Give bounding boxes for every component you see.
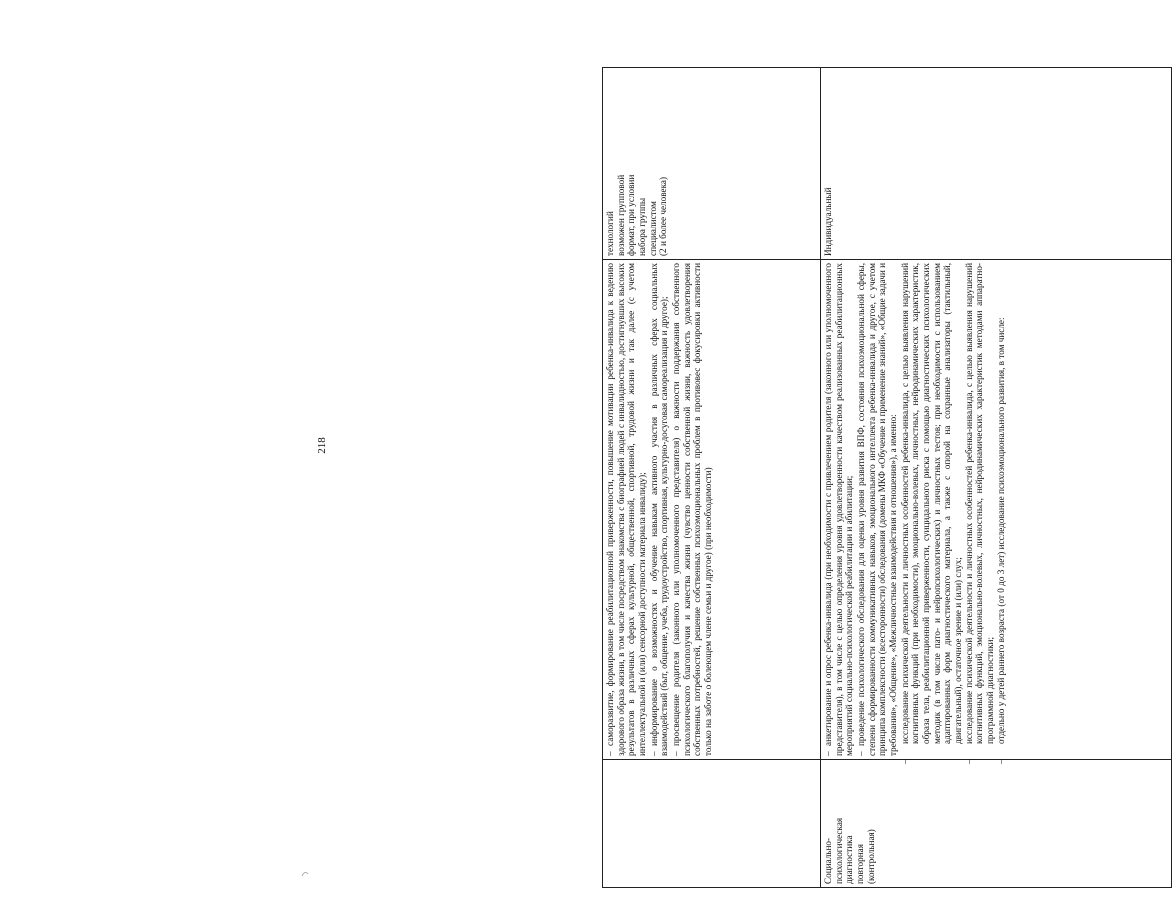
list-item: –информирование о возможностях и обучение навыкам активного участия в различных сферах социальных взаимодействий (быт, общение, учеба, трудоустройство, спортивная, культурно-досуговая самореализация и другое); [648, 263, 670, 756]
sub-list-item: –исследование психической деятельности и личностных особенностей ребенка-инвалида, с целью выявления нарушений когнитивных функций, эмоционально-волевых, личностных, нейродинамических характеристик методами аппаратно-программной диагностики; [963, 263, 996, 764]
rotated-table-container [602, 68, 1172, 888]
format-line: формат, при условии [626, 174, 637, 256]
format-line: специалистом [647, 201, 658, 256]
format-line: (2 и более человека) [658, 176, 669, 256]
table-row [603, 68, 821, 888]
rehabilitation-table [602, 67, 1172, 888]
service-name-line: диагностика [844, 835, 855, 884]
table-cell-content [603, 260, 821, 760]
table-cell-format: Индивидуальный [821, 68, 1172, 260]
table-cell-service [603, 760, 821, 888]
table-row [821, 68, 1172, 888]
list-item: –просвещение родителя (законного или уполномоченного представителя) о важности поддержания собственного психологического благополучия и качества жизни (чувство ценности собственной жизни, важность удовлетворения собственных потребностей, решение собственных психоэмоциональных проблем в противовес фокусировки активности только на заботе о болеющем члене семьи и другое) (при необходимости) [671, 263, 714, 756]
table-cell-service [821, 760, 1172, 888]
list-item: –саморазвитие, формирование реабилитационной приверженности, повышение мотивации ребенка-инвалида к ведению здорового образа жизни, в том числе посредством знакомства с биографией людей с инвалидностью, достигнувших высоких результатов в различных сферах культурной, общественной, спортивной, трудовой жизни и так далее (с учетом интеллектуальной и (или) сенсорной доступности материала инвалиду); [605, 263, 648, 756]
sub-list-item: –отдельно у детей раннего возраста (от 0 до 3 лет) исследование психоэмоционального развития, в том числе: [995, 317, 1006, 764]
table-cell-content [821, 260, 1172, 764]
format-line: набора группы [637, 197, 648, 256]
service-name-line: повторная [855, 844, 866, 884]
service-name-line: (контрольная) [865, 829, 876, 884]
list-item: –проведение психологического обследования для оценки уровня развития ВПФ, состояния психоэмоциональной сферы, степени сформированности коммуникативных навыков, эмоционального интеллекта ребенка-инвалида и другое, с учетом принципа комплексности (всесторонности) обследования (домены МКФ «Обучение и применение знаний», «Общие задачи и требования», «Общение», «Межличностные взаимодействия и отношения»), а именно: [856, 263, 899, 756]
service-name-line: психологическая [833, 817, 844, 884]
list-item: –анкетирование и опрос ребенка-инвалида (при необходимости с привлечением родителя (законного или уполномоченного представителя), в том числе с целью определения уровня удовлетворенности качеством реализованных реабилитационных мероприятий социально-психологической реабилитации и абилитации; [823, 263, 855, 756]
sub-list-item: –исследование психической деятельности и личностных особенностей ребенка-инвалида, с целью выявления нарушений когнитивных функций (при необходимости), эмоционально-волевых, личностных, нейродинамических характеристик, образа тела, реабилитационной приверженности, суицидального риска с помощью диагностических психологических методик (в том числе пато- и нейропсихологических) и личностных тестов; при необходимости с использованием адаптированных форм диагностического материала, а также с опорой на сохранные анализаторы (тактильный, двигательный), остаточное зрение и (или) слух; [899, 263, 964, 764]
format-line: технологий [605, 211, 615, 256]
page-number: 218 [315, 437, 328, 454]
scan-mark-icon [300, 868, 310, 878]
table-cell-format [603, 68, 821, 260]
format-line: возможен групповой [615, 174, 626, 256]
service-name-line: Социально- [823, 837, 833, 884]
